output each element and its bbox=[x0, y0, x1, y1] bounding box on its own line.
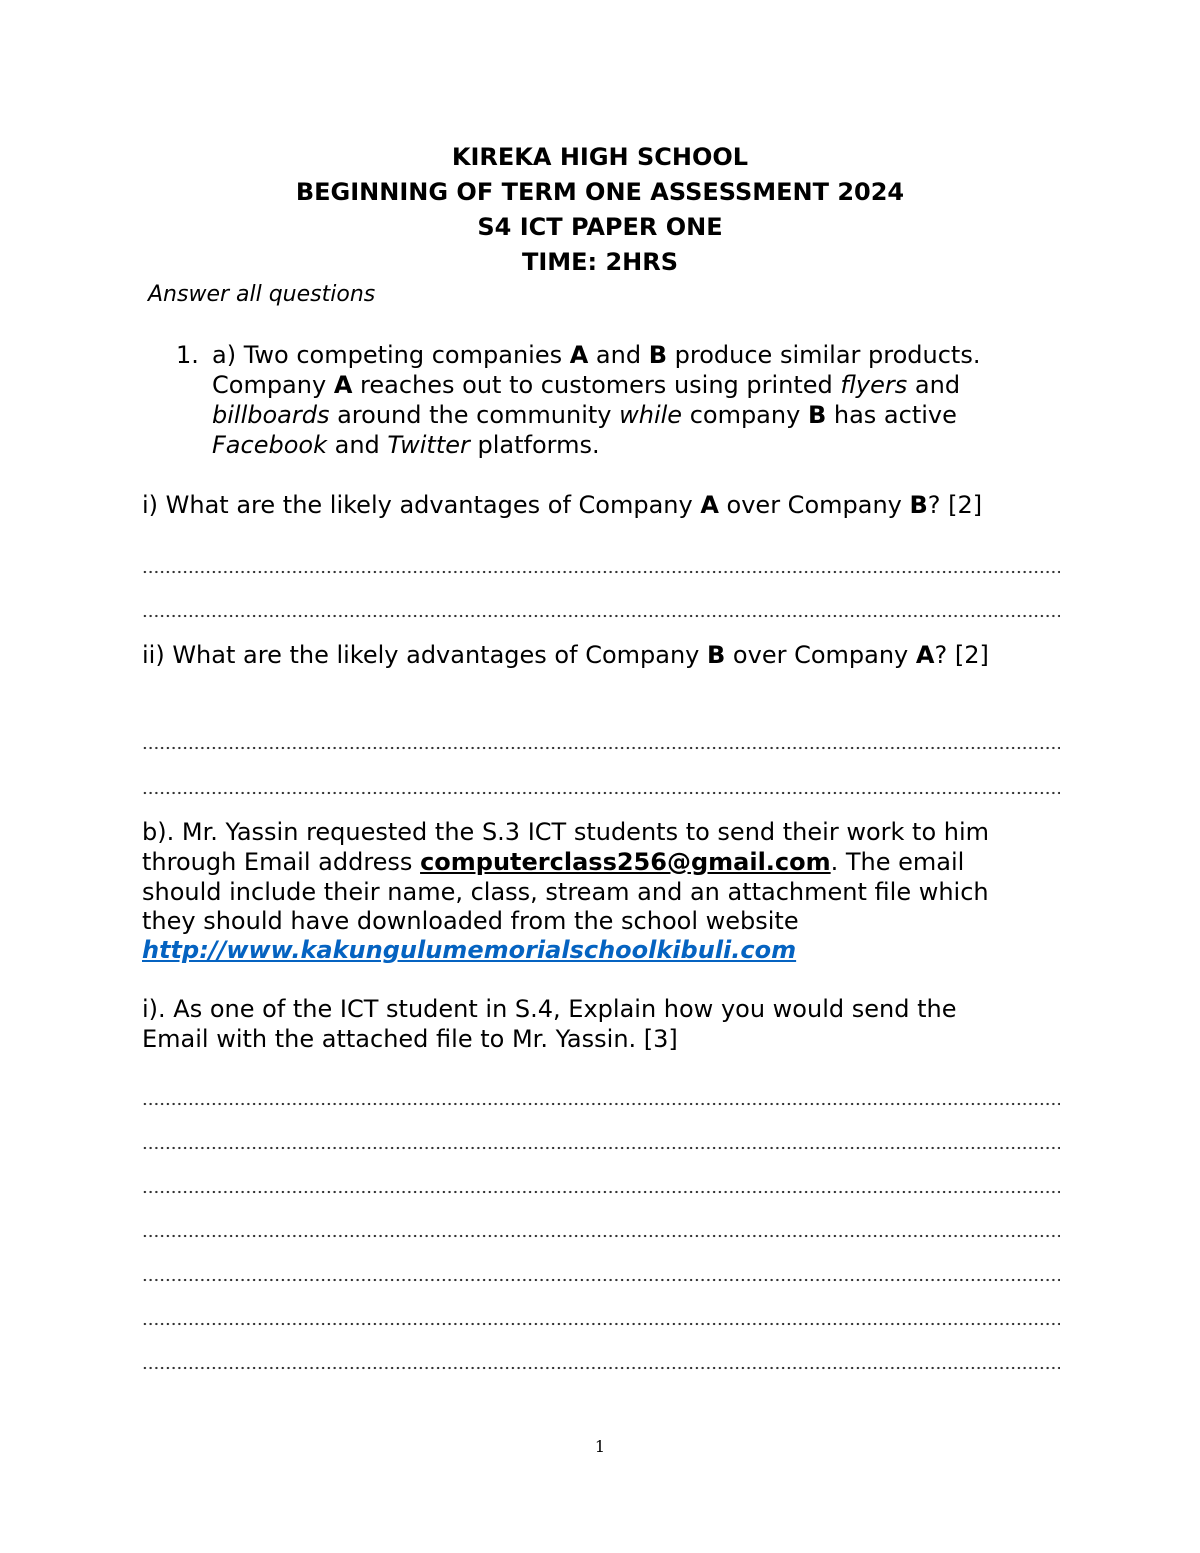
part-b-i-line-1: i). As one of the ICT student in S.4, Explain how you would send the bbox=[142, 995, 957, 1023]
school-name: KIREKA HIGH SCHOOL bbox=[451, 143, 749, 171]
question-number: 1. bbox=[176, 341, 199, 369]
exam-title: BEGINNING OF TERM ONE ASSESSMENT 2024 bbox=[295, 178, 905, 206]
answer-line[interactable] bbox=[142, 745, 1060, 751]
answer-line[interactable] bbox=[142, 1189, 1060, 1195]
answer-line[interactable] bbox=[142, 1321, 1060, 1327]
answer-line[interactable] bbox=[142, 613, 1060, 619]
part-b-line-3: should include their name, class, stream and an attachment file which bbox=[142, 878, 989, 906]
answer-line[interactable] bbox=[142, 1145, 1060, 1151]
page-number: 1 bbox=[594, 1437, 606, 1456]
answer-line[interactable] bbox=[142, 1277, 1060, 1283]
question-1-sub-ii: ii) What are the likely advantages of Company B over Company A? [2] bbox=[142, 641, 989, 669]
question-1-sub-i: i) What are the likely advantages of Company A over Company B? [2] bbox=[142, 491, 983, 519]
answer-line[interactable] bbox=[142, 790, 1060, 796]
part-a-line-4: Facebook and Twitter platforms. bbox=[212, 431, 600, 459]
part-b-line-2: through Email address computerclass256@gmail.com. The email bbox=[142, 848, 965, 876]
school-website-link-line bbox=[142, 935, 796, 965]
school-website-link[interactable]: http://www.kakungulumemorialschoolkibuli.com bbox=[142, 936, 797, 964]
part-b-line-1: b). Mr. Yassin requested the S.3 ICT students to send their work to him bbox=[142, 818, 990, 846]
email-address: computerclass256@gmail.com bbox=[420, 848, 831, 876]
exam-header bbox=[0, 140, 1200, 280]
part-b-line-4: they should have downloaded from the school website bbox=[142, 907, 799, 935]
part-a-line-1: a) Two competing companies A and B produce similar products. bbox=[212, 341, 981, 369]
answer-line[interactable] bbox=[142, 1233, 1060, 1239]
exam-time: TIME: 2HRS bbox=[521, 248, 679, 276]
answer-line[interactable] bbox=[142, 1365, 1060, 1371]
answer-line[interactable] bbox=[142, 1101, 1060, 1107]
paper-title: S4 ICT PAPER ONE bbox=[477, 213, 723, 241]
answer-line[interactable] bbox=[142, 569, 1060, 575]
part-a-line-2: Company A reaches out to customers using printed flyers and bbox=[212, 371, 961, 399]
instruction: Answer all questions bbox=[148, 282, 376, 307]
part-a-line-3: billboards around the community while company B has active bbox=[212, 401, 957, 429]
part-b-i-line-2: Email with the attached file to Mr. Yassin. [3] bbox=[142, 1025, 678, 1053]
